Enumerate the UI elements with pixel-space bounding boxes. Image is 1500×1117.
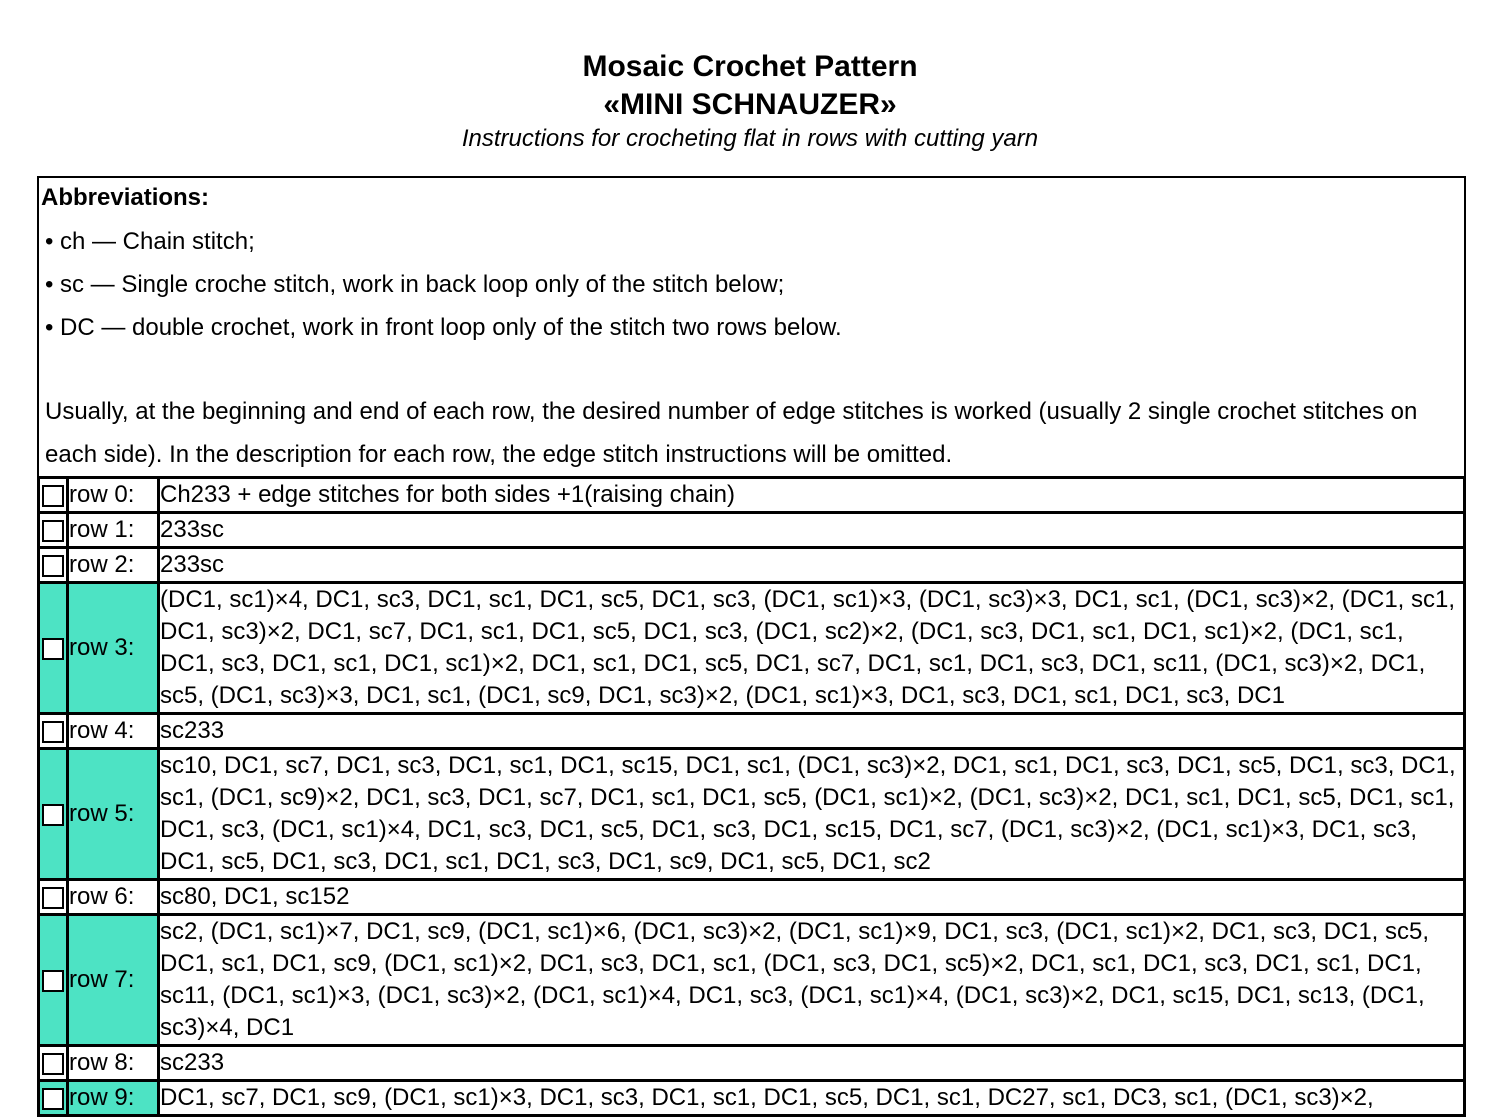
pattern-row-highlighted: [39, 583, 1465, 714]
rows-table: [37, 476, 1466, 1117]
page-title: Mosaic Crochet Pattern: [582, 50, 918, 83]
row-instructions: (DC1, sc1)×4, DC1, sc3, DC1, sc1, DC1, sc5, DC1, sc3, (DC1, sc1)×3, (DC1, sc3)×3, DC1, sc1, (DC1, sc3)×2, (DC1, sc1, DC1, sc3)×2, DC1, sc7, DC1, sc1, DC1, sc5, DC1, sc3, (DC1, sc2)×2, (DC1, sc3, DC1, sc1, DC1, sc1)×2, (DC1, sc1, DC1, sc3, DC1, sc1, DC1, sc1)×2, DC1, sc1, DC1, sc5, DC1, sc7, DC1, sc1, DC1, sc3, DC1, sc11, (DC1, sc3)×2, DC1, sc5, (DC1, sc3)×3, DC1, sc1, (DC1, sc9, DC1, sc3)×2, (DC1, sc1)×3, DC1, sc3, DC1, sc1, DC1, sc3, DC1: [159, 583, 1465, 714]
row-label: row 5:: [68, 749, 159, 880]
row-checkbox[interactable]: [42, 804, 64, 826]
abbreviation-text: ch — Chain stitch;: [60, 228, 255, 255]
pattern-row: [39, 513, 1465, 548]
row-checkbox[interactable]: [42, 485, 64, 507]
pattern-row: [39, 1046, 1465, 1081]
pattern-row-highlighted: [39, 749, 1465, 880]
row-label: row 6:: [68, 880, 159, 915]
pattern-row-highlighted: [39, 915, 1465, 1046]
row-label: row 0:: [68, 478, 159, 513]
row-checkbox[interactable]: [42, 721, 64, 743]
row-instructions: sc80, DC1, sc152: [159, 880, 1465, 915]
bullet: •: [45, 314, 54, 341]
row-instructions: 233sc: [159, 513, 1465, 548]
pattern-row-highlighted: [39, 1081, 1465, 1116]
row-label: row 4:: [68, 714, 159, 749]
row-instructions: sc10, DC1, sc7, DC1, sc3, DC1, sc1, DC1, sc15, DC1, sc1, (DC1, sc3)×2, DC1, sc1, DC1, sc3, DC1, sc5, DC1, sc3, DC1, sc1, (DC1, sc9)×2, DC1, sc3, DC1, sc7, DC1, sc1, DC1, sc5, (DC1, sc1)×2, (DC1, sc3)×2, DC1, sc1, DC1, sc5, DC1, sc1, DC1, sc3, (DC1, sc1)×4, DC1, sc3, DC1, sc5, DC1, sc3, DC1, sc15, DC1, sc7, (DC1, sc3)×2, (DC1, sc1)×3, DC1, sc3, DC1, sc5, DC1, sc3, DC1, sc1, DC1, sc3, DC1, sc9, DC1, sc5, DC1, sc2: [159, 749, 1465, 880]
abbreviation-item: [45, 312, 842, 344]
row-checkbox[interactable]: [42, 887, 64, 909]
row-label: row 2:: [68, 548, 159, 583]
row-checkbox[interactable]: [42, 970, 64, 992]
row-label: row 7:: [68, 915, 159, 1046]
row-instructions: 233sc: [159, 548, 1465, 583]
row-label: row 1:: [68, 513, 159, 548]
row-instructions: sc233: [159, 714, 1465, 749]
pattern-row: [39, 548, 1465, 583]
row-instructions: sc2, (DC1, sc1)×7, DC1, sc9, (DC1, sc1)×6, (DC1, sc3)×2, (DC1, sc1)×9, DC1, sc3, (DC1, sc1)×2, DC1, sc3, DC1, sc5, DC1, sc1, DC1, sc9, (DC1, sc1)×2, DC1, sc3, DC1, sc1, (DC1, sc3, DC1, sc5)×2, DC1, sc1, DC1, sc3, DC1, sc1, DC1, sc11, (DC1, sc1)×3, (DC1, sc3)×2, (DC1, sc1)×4, DC1, sc3, (DC1, sc1)×4, (DC1, sc3)×2, DC1, sc15, DC1, sc13, (DC1, sc3)×4, DC1: [159, 915, 1465, 1046]
row-label: row 3:: [68, 583, 159, 714]
bullet: •: [45, 228, 54, 255]
row-checkbox[interactable]: [42, 1053, 64, 1075]
row-instructions: Ch233 + edge stitches for both sides +1(raising chain): [159, 478, 1465, 513]
abbreviations-box: [37, 176, 1466, 476]
pattern-row: [39, 880, 1465, 915]
edge-stitch-note: Usually, at the beginning and end of each row, the desired number of edge stitches is worked (usually 2 single crochet stitches on each side). In the description for each row, the edge stitch instructions will be omitted.: [45, 398, 1418, 468]
abbreviation-item: [45, 269, 784, 301]
row-checkbox[interactable]: [42, 555, 64, 577]
pattern-row: [39, 478, 1465, 513]
row-checkbox[interactable]: [42, 520, 64, 542]
abbreviation-text: DC — double crochet, work in front loop only of the stitch two rows below.: [60, 314, 842, 341]
page-subtitle: Instructions for crocheting flat in rows with cutting yarn: [461, 125, 1039, 152]
pattern-row: [39, 714, 1465, 749]
abbreviations-heading: Abbreviations:: [41, 184, 210, 211]
row-checkbox[interactable]: [42, 638, 64, 660]
row-instructions: sc233: [159, 1046, 1465, 1081]
abbreviation-text: sc — Single croche stitch, work in back loop only of the stitch below;: [60, 271, 785, 298]
row-label: row 8:: [68, 1046, 159, 1081]
pattern-name: «MINI SCHNAUZER»: [603, 88, 897, 121]
row-checkbox[interactable]: [42, 1088, 64, 1110]
abbreviation-item: [45, 226, 255, 258]
row-instructions: DC1, sc7, DC1, sc9, (DC1, sc1)×3, DC1, sc3, DC1, sc1, DC1, sc5, DC1, sc1, DC27, sc1, DC3, sc1, (DC1, sc3)×2,: [159, 1081, 1465, 1116]
row-label: row 9:: [68, 1081, 159, 1116]
bullet: •: [45, 271, 54, 298]
